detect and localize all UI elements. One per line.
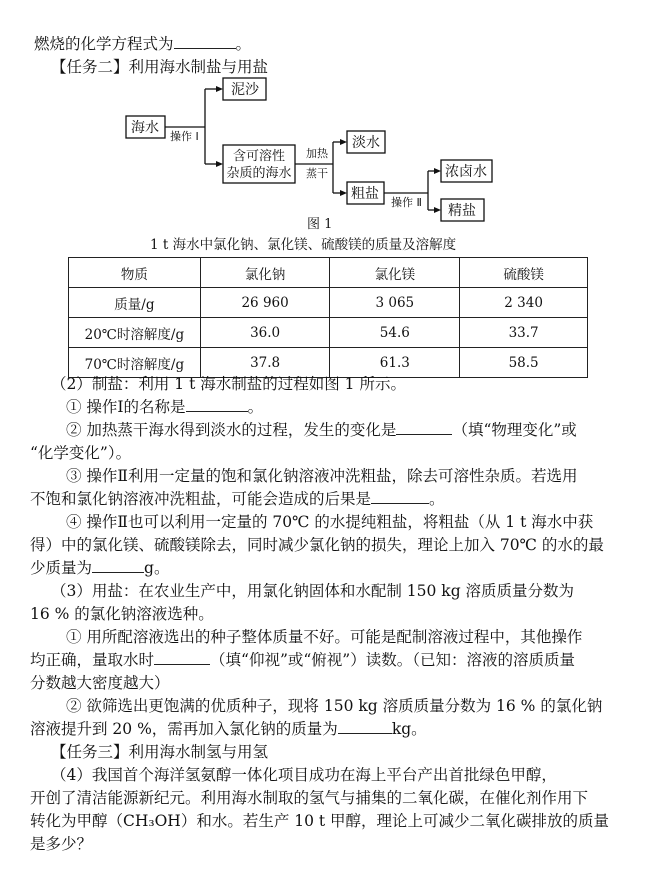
figure-label: 图 1 [307, 217, 333, 232]
text-line: （3）用盐：在农业生产中，用氯化钠固体和水配制 150 kg 溶质质量分数为 [51, 582, 575, 600]
text-line: 得）中的氯化镁、硫酸镁除去，同时减少氯化钠的损失，理论上加入 70℃ 的水的最 [30, 536, 604, 554]
table-row [69, 318, 588, 348]
text-line: 开创了清洁能源新纪元。利用海水制取的氢气与捕集的二氧化碳，在催化剂作用下 [30, 789, 589, 807]
section-heading-task3: 【任务三】利用海水制氢与用氢 [51, 743, 269, 761]
text-line: ③ 操作Ⅱ利用一定量的饱和氯化钠溶液冲洗粗盐，除去可溶性杂质。若选用 [66, 467, 578, 485]
text-line: 转化为甲醇（CH₃OH）和水。若生产 10 t 甲醇，理论上可减少二氧化碳排放的质量 [30, 812, 610, 830]
text-line: 是多少？ [30, 835, 93, 853]
crude-salt-label: 粗盐 [351, 186, 379, 202]
op2-label: 操作 Ⅱ [391, 196, 422, 209]
table-cell: 58.5 [460, 348, 588, 378]
text-fragment: 燃烧的化学方程式为 [34, 35, 174, 53]
op1-label: 操作 I [170, 130, 199, 143]
text-fragment: 不饱和氯化钠溶液冲洗粗盐，可能会造成的后果是 [30, 490, 372, 508]
table-row [69, 288, 588, 318]
seawater-label: 海水 [131, 120, 159, 136]
text-fragment: g。 [144, 559, 170, 577]
evaporate-label: 蒸干 [306, 167, 328, 180]
section-heading-task2: 【任务二】利用海水制盐与用盐 [51, 58, 269, 76]
table-cell: 2 340 [460, 288, 588, 318]
answer-blank[interactable] [186, 397, 248, 412]
text-line: “化学变化”）。 [30, 444, 132, 462]
header-cell: 氯化钠 [200, 258, 330, 288]
answer-blank[interactable] [371, 489, 429, 504]
table-cell: 70℃时溶解度/g [69, 348, 201, 378]
text-line: ① 用所配溶液选出的种子整体质量不好。可能是配制溶液过程中，其他操作 [66, 628, 583, 646]
table-cell: 质量/g [69, 288, 201, 318]
fresh-water-label: 淡水 [352, 135, 380, 151]
table-cell: 37.8 [200, 348, 330, 378]
text-fragment: （填“仰视”或“俯视”）读数。（已知：溶液的溶质质量 [210, 651, 575, 669]
heat-label: 加热 [306, 147, 328, 160]
text-fragment: 。 [429, 490, 445, 508]
text-line [30, 557, 169, 579]
answer-blank[interactable] [92, 558, 144, 573]
header-cell: 氯化镁 [330, 258, 460, 288]
process-diagram [0, 0, 647, 250]
text-line: 16 % 的氯化钠溶液选种。 [30, 605, 214, 623]
text-fragment: 均正确，量取水时 [30, 651, 155, 669]
header-cell: 硫酸镁 [460, 258, 588, 288]
text-fragment: ② 加热蒸干海水得到淡水的过程，发生的变化是 [66, 421, 397, 439]
text-line: ② 欲筛选出更饱满的优质种子，现将 150 kg 溶质质量分数为 16 % 的氯化钠 [66, 697, 603, 715]
soluble-label-2: 杂质的海水 [226, 166, 292, 181]
text-line: ④ 操作Ⅱ也可以利用一定量的 70℃ 的水提纯粗盐，将粗盐（从 1 t 海水中获 [66, 513, 594, 531]
answer-blank[interactable] [396, 420, 452, 435]
table-cell: 26 960 [200, 288, 330, 318]
table-cell: 54.6 [330, 318, 460, 348]
text-line [66, 419, 577, 441]
refined-salt-label: 精盐 [448, 203, 476, 219]
table-cell: 33.7 [460, 318, 588, 348]
text-fragment: 。 [247, 398, 264, 416]
table-cell: 61.3 [330, 348, 460, 378]
table-caption: 1 t 海水中氯化钠、氯化镁、硫酸镁的质量及溶解度 [150, 237, 457, 253]
text-line [66, 396, 263, 418]
header-cell: 物质 [69, 258, 201, 288]
answer-blank[interactable] [154, 650, 210, 665]
text-fragment: （填“物理变化”或 [452, 421, 577, 439]
table-header-row [69, 258, 588, 288]
question-2-intro: （2）制盐：利用 1 t 海水制盐的过程如图 1 所示。 [51, 375, 406, 393]
table-cell: 36.0 [200, 318, 330, 348]
brine-label: 浓卤水 [445, 164, 487, 180]
table-cell: 3 065 [330, 288, 460, 318]
answer-blank[interactable] [338, 719, 392, 734]
soluble-label-1: 含可溶性 [232, 149, 286, 164]
text-line [30, 718, 427, 740]
text-fragment: 。 [235, 35, 252, 53]
table-cell: 20℃时溶解度/g [69, 318, 201, 348]
text-fragment: 溶液提升到 20 %，需再加入氯化钠的质量为 [30, 720, 338, 738]
text-fragment: 少质量为 [30, 559, 93, 577]
solubility-table [68, 257, 588, 378]
text-line: （4）我国首个海洋氢氨醇一体化项目成功在海上平台产出首批绿色甲醇， [51, 766, 557, 784]
text-line [30, 488, 445, 510]
text-line [30, 649, 575, 671]
text-fragment: ① 操作Ⅰ的名称是 [66, 398, 186, 416]
text-line: 分数越大密度越大） [30, 674, 170, 692]
sand-label: 泥沙 [231, 82, 259, 98]
text-fragment: kg。 [391, 720, 427, 738]
